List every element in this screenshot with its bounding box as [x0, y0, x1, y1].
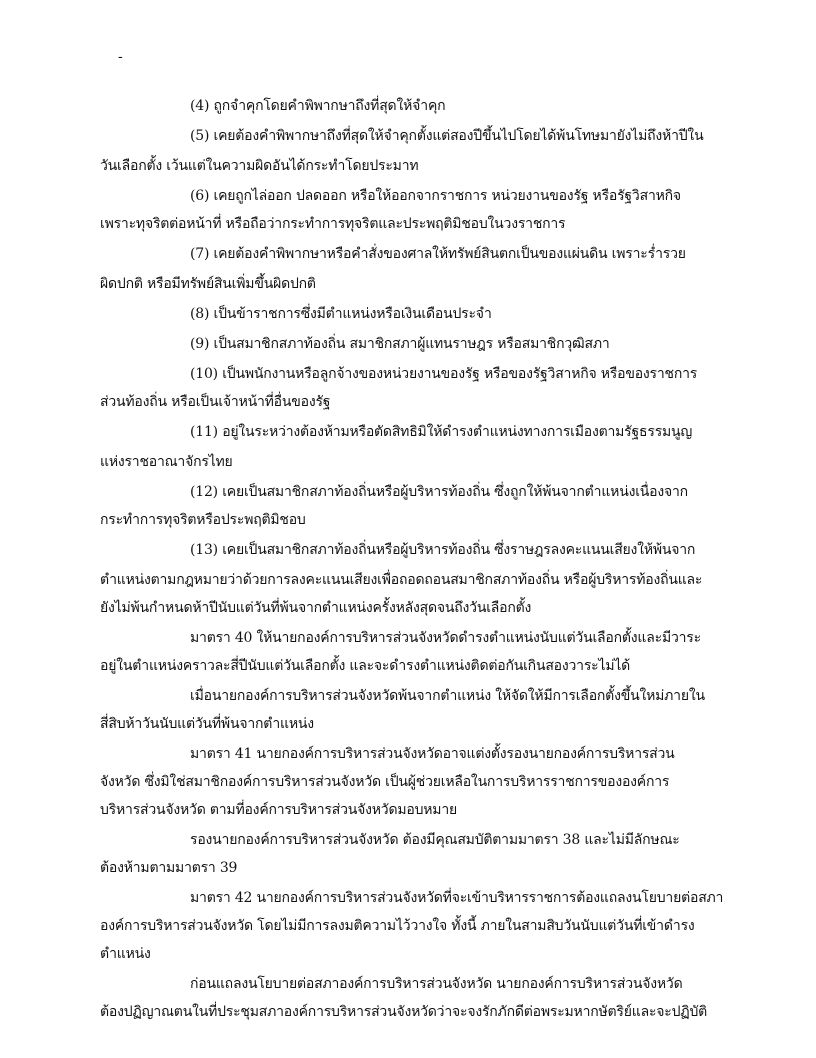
clause-4: (4) ถูกจำคุกโดยคำพิพากษาถึงที่สุดให้จำคุก [190, 98, 446, 114]
clause-7: (7) เคยต้องคำพิพากษาหรือคำสั่งของศาลให้ทรัพย์สินตกเป็นของแผ่นดิน เพราะร่ำรวย [190, 246, 686, 262]
clause-13-cont-2: ยังไม่พ้นกำหนดห้าปีนับแต่วันที่พ้นจากตำแหน่งครั้งหลังสุดจนถึงวันเลือกตั้ง [100, 600, 532, 616]
section-41-para-2-cont: ต้องห้ามตามมาตรา 39 [100, 860, 238, 876]
clause-11: (11) อยู่ในระหว่างต้องห้ามหรือตัดสิทธิมิให้ดำรงตำแหน่งทางการเมืองตามรัฐธรรมนูญ [190, 424, 693, 440]
section-42-para-2-cont: ต้องปฏิญาณตนในที่ประชุมสภาองค์การบริหารส่วนจังหวัดว่าจะจงรักภักดีต่อพระมหากษัตริย์และจะปฏิบัติ [100, 1004, 708, 1020]
section-42-cont-1: องค์การบริหารส่วนจังหวัด โดยไม่มีการลงมติความไว้วางใจ ทั้งนี้ ภายในสามสิบวันนับแต่วันที่เข้าดำรง [100, 918, 695, 934]
clause-8: (8) เป็นข้าราชการซึ่งมีตำแหน่งหรือเงินเดือนประจำ [190, 306, 492, 322]
clause-5: (5) เคยต้องคำพิพากษาถึงที่สุดให้จำคุกตั้งแต่สองปีขึ้นไปโดยได้พ้นโทษมายังไม่ถึงห้าปีใน [190, 128, 704, 144]
clause-9: (9) เป็นสมาชิกสภาท้องถิ่น สมาชิกสภาผู้แทนราษฎร หรือสมาชิกวุฒิสภา [190, 336, 610, 352]
section-40: มาตรา 40 ให้นายกองค์การบริหารส่วนจังหวัดดำรงตำแหน่งนับแต่วันเลือกตั้งและมีวาระ [190, 630, 701, 646]
section-41-para-2: รองนายกองค์การบริหารส่วนจังหวัด ต้องมีคุณสมบัติตามมาตรา 38 และไม่มีลักษณะ [190, 832, 680, 848]
clause-6: (6) เคยถูกไล่ออก ปลดออก หรือให้ออกจากราชการ หน่วยงานของรัฐ หรือรัฐวิสาหกิจ [190, 188, 681, 204]
section-42-para-2: ก่อนแถลงนโยบายต่อสภาองค์การบริหารส่วนจังหวัด นายกองค์การบริหารส่วนจังหวัด [190, 976, 683, 992]
clause-6-cont: เพราะทุจริตต่อหน้าที่ หรือถือว่ากระทำการทุจริตและประพฤติมิชอบในวงราชการ [100, 216, 566, 232]
section-41-cont-2: บริหารส่วนจังหวัด ตามที่องค์การบริหารส่วนจังหวัดมอบหมาย [100, 802, 457, 818]
section-40-cont: อยู่ในตำแหน่งคราวละสี่ปีนับแต่วันเลือกตั้ง และจะดำรงตำแหน่งติดต่อกันเกินสองวาระไม่ได้ [100, 658, 631, 674]
clause-10-cont: ส่วนท้องถิ่น หรือเป็นเจ้าหน้าที่อื่นของรัฐ [100, 394, 331, 410]
clause-13-cont-1: ตำแหน่งตามกฎหมายว่าด้วยการลงคะแนนเสียงเพื่อถอดถอนสมาชิกสภาท้องถิ่น หรือผู้บริหารท้องถิ่นและ [100, 572, 703, 588]
section-40-para-2: เมื่อนายกองค์การบริหารส่วนจังหวัดพ้นจากตำแหน่ง ให้จัดให้มีการเลือกตั้งขึ้นใหม่ภายใน [190, 688, 705, 704]
section-41-cont-1: จังหวัด ซึ่งมิใช่สมาชิกองค์การบริหารส่วนจังหวัด เป็นผู้ช่วยเหลือในการบริหารราชการขององค์การ [100, 774, 670, 790]
page-mark: - [118, 49, 123, 65]
clause-12-cont: กระทำการทุจริตหรือประพฤติมิชอบ [100, 512, 306, 528]
clause-10: (10) เป็นพนักงานหรือลูกจ้างของหน่วยงานของรัฐ หรือของรัฐวิสาหกิจ หรือของราชการ [190, 366, 698, 382]
section-41: มาตรา 41 นายกองค์การบริหารส่วนจังหวัดอาจแต่งตั้งรองนายกองค์การบริหารส่วน [190, 746, 675, 762]
section-40-para-2-cont: สี่สิบห้าวันนับแต่วันที่พ้นจากตำแหน่ง [100, 716, 314, 732]
clause-5-cont: วันเลือกตั้ง เว้นแต่ในความผิดอันได้กระทำโดยประมาท [100, 158, 419, 174]
clause-12: (12) เคยเป็นสมาชิกสภาท้องถิ่นหรือผู้บริหารท้องถิ่น ซึ่งถูกให้พ้นจากตำแหน่งเนื่องจาก [190, 484, 688, 500]
clause-11-cont: แห่งราชอาณาจักรไทย [100, 454, 233, 470]
clause-7-cont: ผิดปกติ หรือมีทรัพย์สินเพิ่มขึ้นผิดปกติ [100, 276, 316, 292]
section-42: มาตรา 42 นายกองค์การบริหารส่วนจังหวัดที่จะเข้าบริหารราชการต้องแถลงนโยบายต่อสภา [190, 890, 724, 906]
clause-13: (13) เคยเป็นสมาชิกสภาท้องถิ่นหรือผู้บริหารท้องถิ่น ซึ่งราษฎรลงคะแนนเสียงให้พ้นจาก [190, 542, 696, 558]
section-42-cont-2: ตำแหน่ง [100, 946, 151, 962]
